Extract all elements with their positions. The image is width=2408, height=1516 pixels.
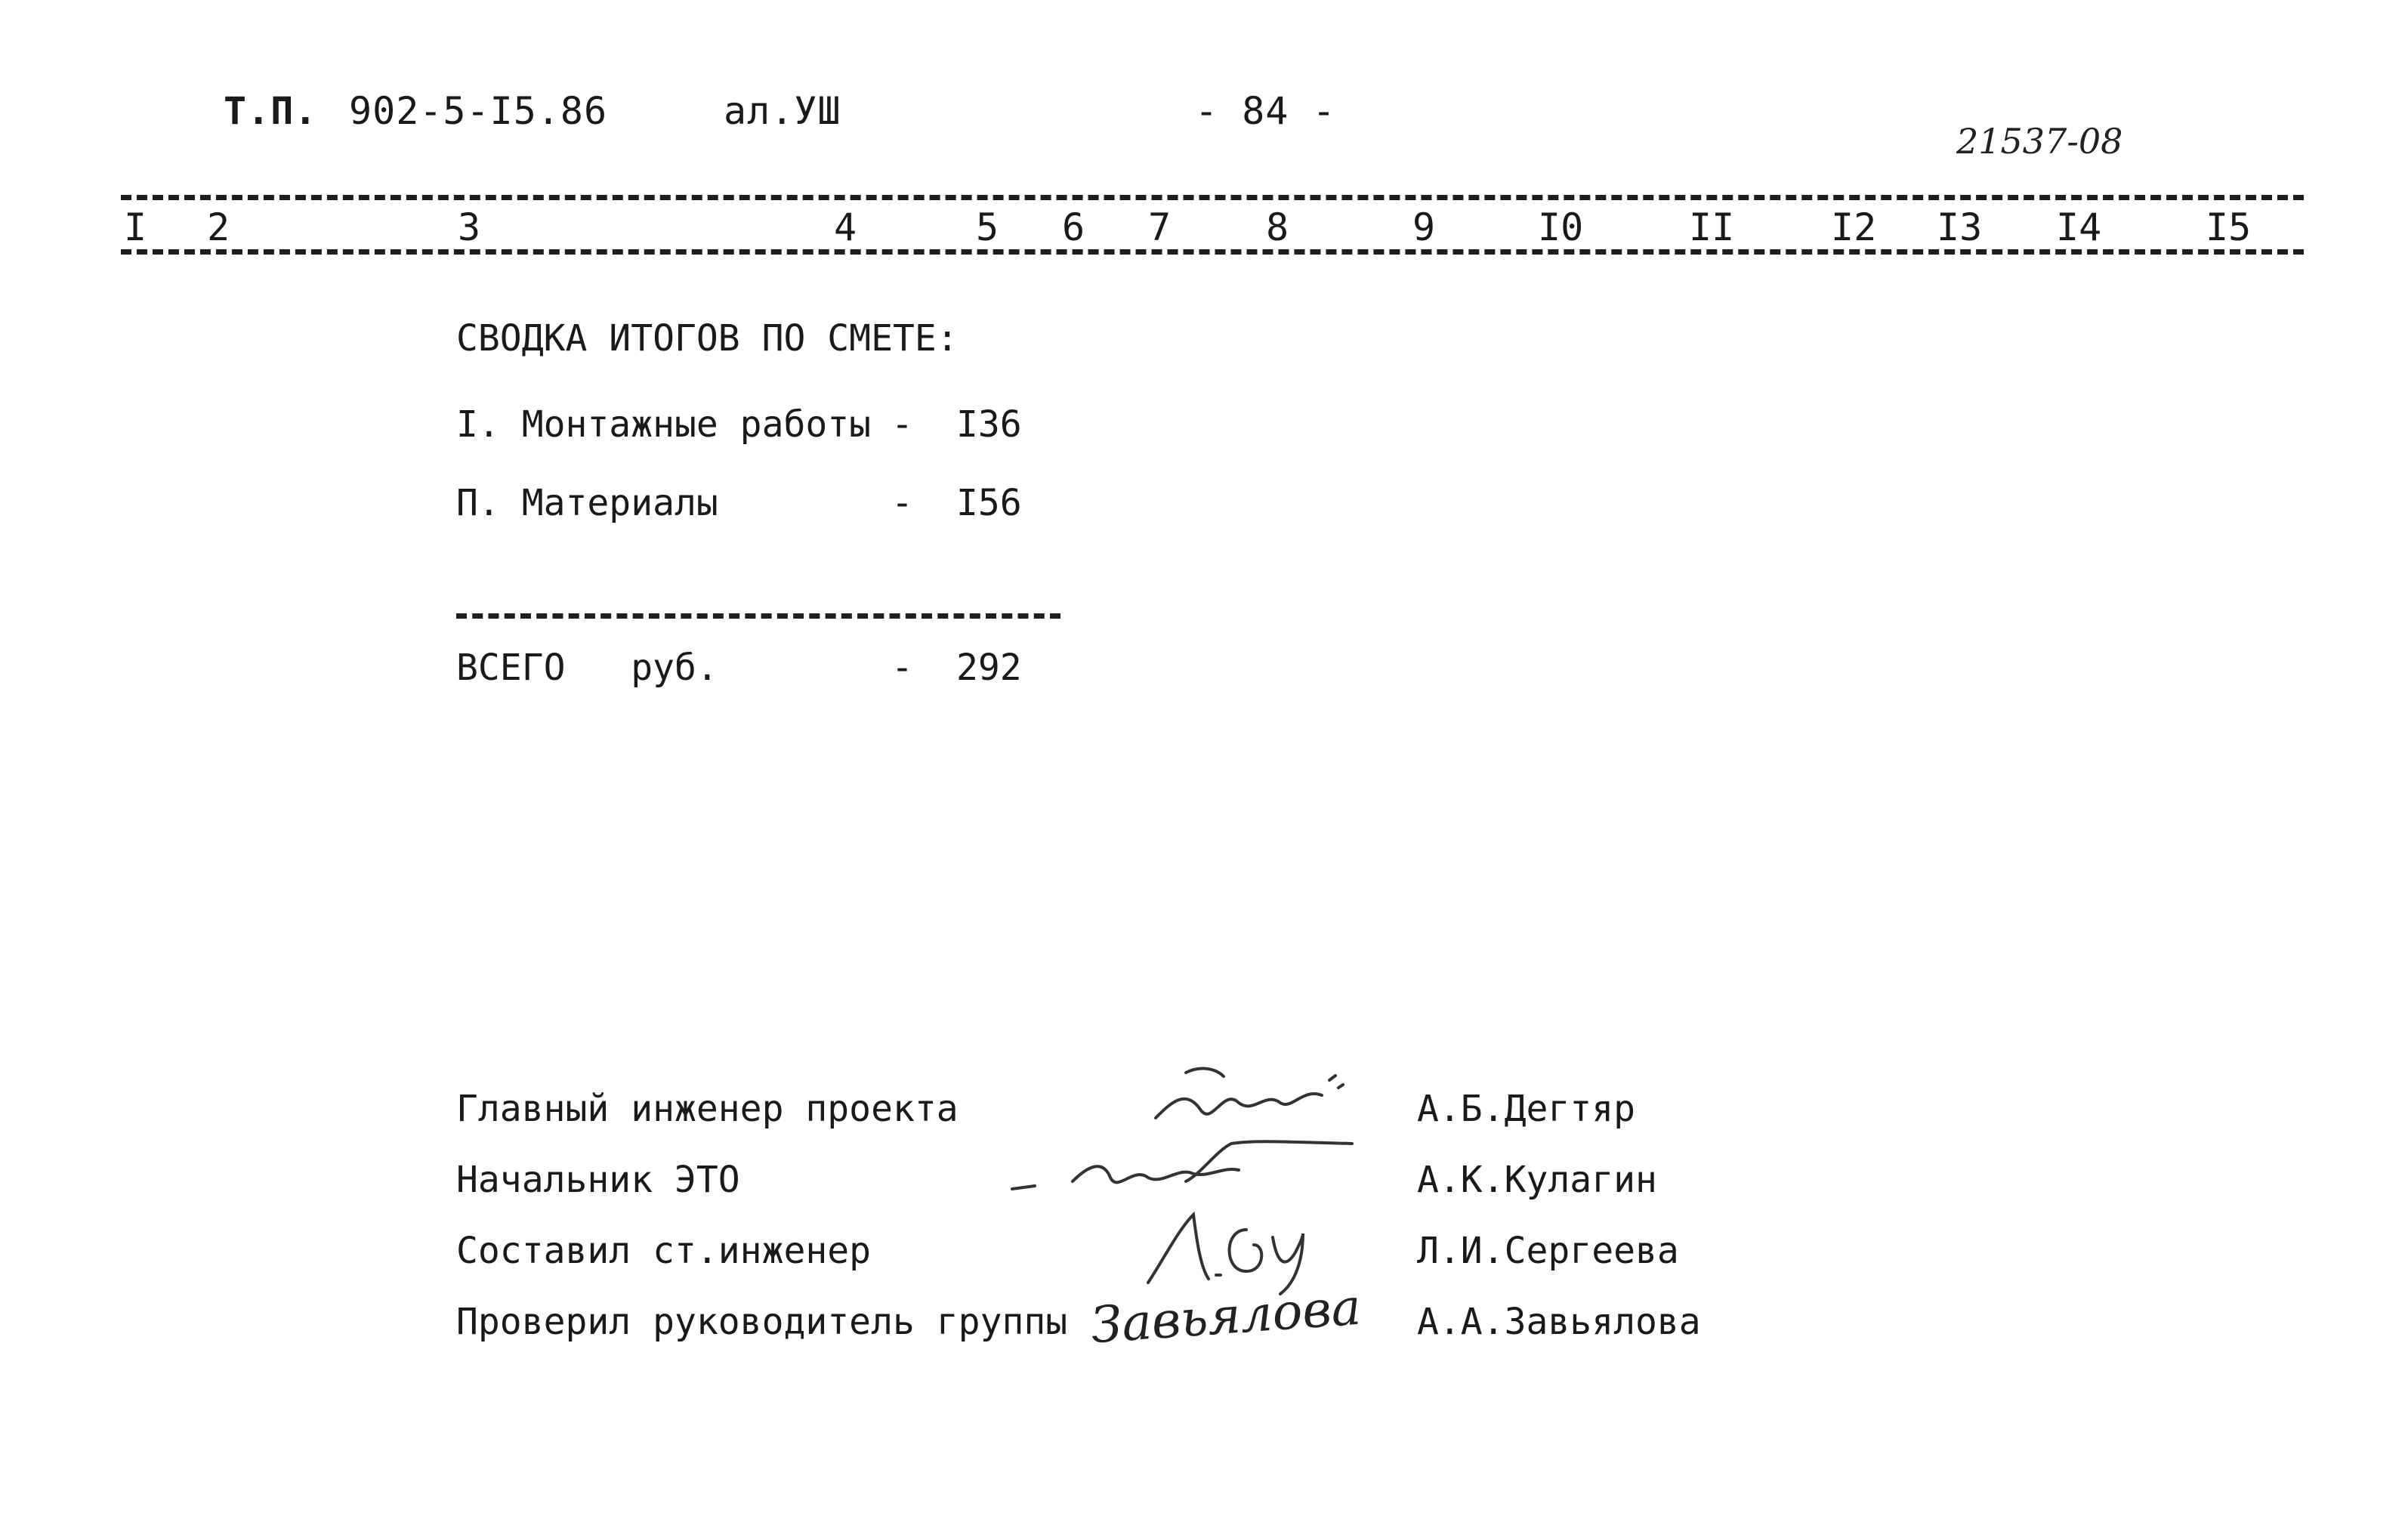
signature-row xyxy=(0,1159,1657,1204)
signature-name: А.А.Завьялова xyxy=(1417,1301,1701,1343)
total-label: ВСЕГО руб. xyxy=(456,647,718,689)
column-number: I5 xyxy=(2203,205,2254,249)
album-number: ал.УШ xyxy=(724,89,841,133)
column-number: I2 xyxy=(1828,205,1879,249)
signature-row xyxy=(0,1277,1701,1355)
column-number: 9 xyxy=(1409,205,1438,249)
signature-row xyxy=(0,1088,1635,1133)
column-band-top-rule xyxy=(121,195,2304,200)
handwritten-signature: Завьялова xyxy=(1088,1277,1363,1355)
total-separator-rule xyxy=(456,613,1060,619)
signature-name: Л.И.Сергеева xyxy=(1417,1230,1679,1272)
summary-item-dash: - xyxy=(891,403,913,446)
column-number: II xyxy=(1686,205,1737,249)
column-number: 5 xyxy=(973,205,1002,249)
summary-item-label: П. Материалы xyxy=(456,482,718,524)
summary-item-label: I. Монтажные работы xyxy=(456,403,872,446)
doc-code-label: Т.П. xyxy=(224,89,318,133)
summary-row xyxy=(0,482,1022,527)
summary-item-value: I56 xyxy=(956,482,1022,524)
signature-role: Главный инженер проекта xyxy=(456,1088,959,1130)
column-number: I4 xyxy=(2053,205,2104,249)
signature-role: Начальник ЭТО xyxy=(456,1159,740,1201)
summary-total-row xyxy=(0,647,1022,692)
column-band-bottom-rule xyxy=(121,249,2304,255)
column-number: 8 xyxy=(1263,205,1292,249)
archive-number: 21537-08 xyxy=(1956,121,2123,162)
total-value: 292 xyxy=(956,647,1022,689)
total-dash: - xyxy=(891,647,913,689)
summary-row xyxy=(0,403,1022,449)
column-number: 4 xyxy=(831,205,860,249)
summary-item-value: I36 xyxy=(956,403,1022,446)
signature-role: Проверил руководитель группы xyxy=(456,1301,1068,1343)
signature-role: Составил ст.инженер xyxy=(456,1230,872,1272)
summary-item-dash: - xyxy=(891,482,913,524)
doc-code: 902-5-I5.86 xyxy=(349,89,608,133)
signature-row xyxy=(0,1230,1679,1275)
column-number: I3 xyxy=(1934,205,1985,249)
signature-name: А.Б.Дегтяр xyxy=(1417,1088,1635,1130)
signature-name: А.К.Кулагин xyxy=(1417,1159,1657,1201)
column-number: 2 xyxy=(204,205,233,249)
summary-title: СВОДКА ИТОГОВ ПО СМЕТЕ: xyxy=(456,317,959,360)
column-number: 7 xyxy=(1145,205,1174,249)
page-number: - 84 - xyxy=(1195,89,1336,133)
column-number: I0 xyxy=(1535,205,1586,249)
handwritten-signature-icon xyxy=(1141,1057,1352,1141)
column-number: 6 xyxy=(1059,205,1088,249)
column-number: 3 xyxy=(455,205,483,249)
column-number: I xyxy=(121,205,150,249)
